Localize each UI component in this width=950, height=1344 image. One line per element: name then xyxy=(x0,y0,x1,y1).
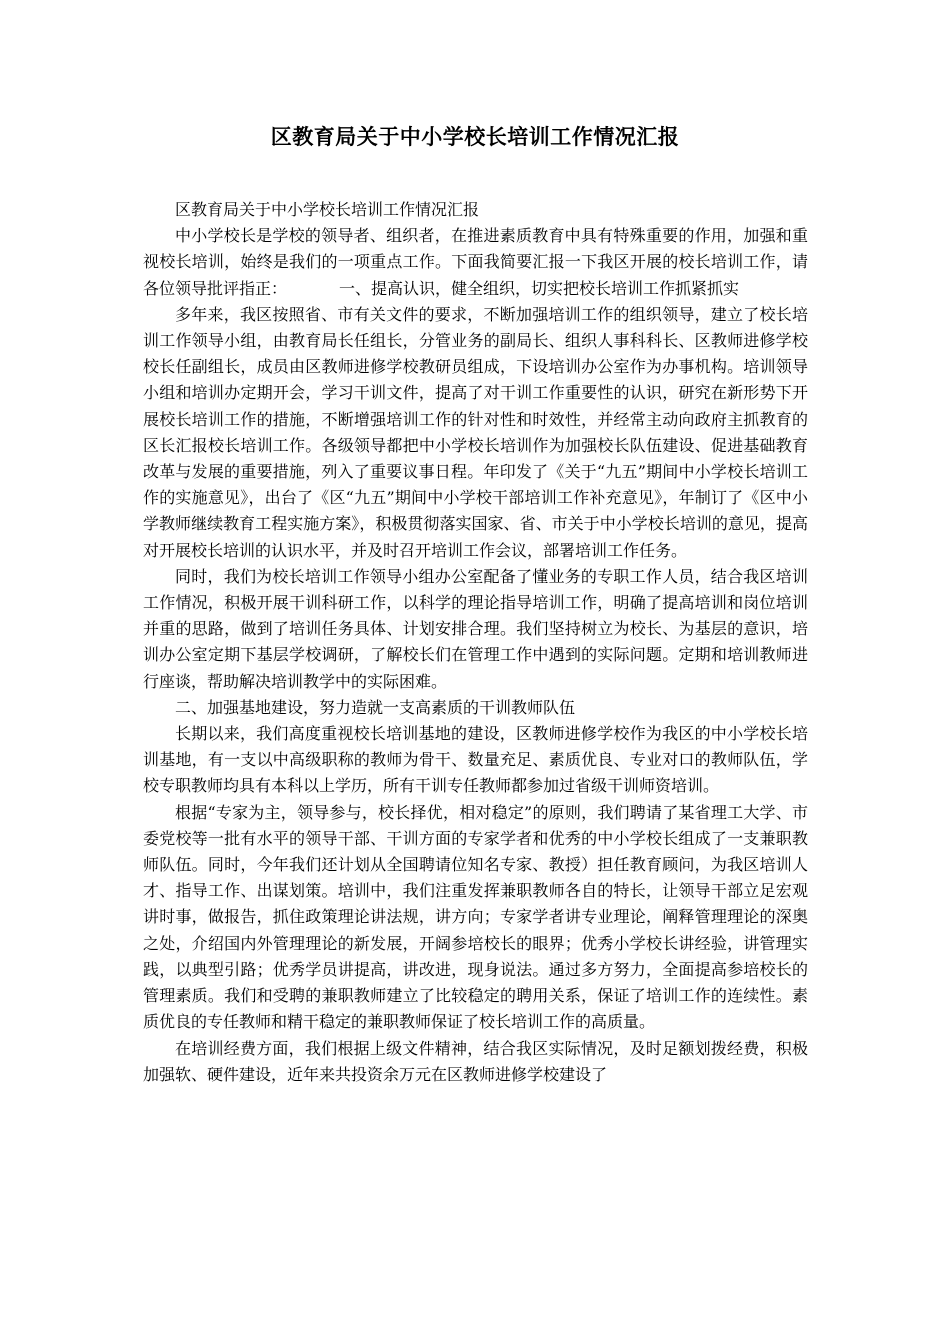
intro-text: 中小学校长是学校的领导者、组织者，在推进素质教育中具有特殊重要的作用，加强和重视校长培训，始终是我们的一项重点工作。下面我简要汇报一下我区开展的校长培训工作，请各位领导批评指正： xyxy=(143,226,808,298)
paragraph-heading-repeat: 区教育局关于中小学校长培训工作情况汇报 xyxy=(175,200,480,219)
section-heading-2: 二、加强基地建设，努力造就一支高素质的干训教师队伍 xyxy=(175,697,576,717)
paragraph-intro xyxy=(143,223,808,302)
document-title: 区教育局关于中小学校长培训工作情况汇报 xyxy=(270,124,680,149)
paragraph-organization: 多年来，我区按照省、市有关文件的要求，不断加强培训工作的组织领导，建立了校长培训工作领导小组，由教育局长任组长，分管业务的副局长、组织人事科科长、区教师进修学校校长任副组长，成员由区教师进修学校教研员组成，下设培训办公室作为办事机构。培训领导小组和培训办定期开会，学习干训文件，提高了对干训工作重要性的认识，研究在新形势下开展校长培训工作的措施，不断增强培训工作的针对性和时效性，并经常主动向政府主抓教育的区长汇报校长培训工作。各级领导都把中小学校长培训作为加强校长队伍建设、促进基础教育改革与发展的重要措施，列入了重要议事日程。年印发了《关于“九五”期间中小学校长培训工作的实施意见》，出台了《区“九五”期间中小学校干部培训工作补充意见》，年制订了《区中小学教师继续教育工程实施方案》，积极贯彻落实国家、省、市关于中小学校长培训的意见，提高对开展校长培训的认识水平，并及时召开培训工作会议，部署培训工作任务。 xyxy=(143,304,808,560)
section-heading-1: 一、提高认识，健全组织，切实把校长培训工作抓紧抓实 xyxy=(339,278,740,298)
paragraph-base-construction: 长期以来，我们高度重视校长培训基地的建设，区教师进修学校作为我区的中小学校长培训基地，有一支以中高级职称的教师为骨干、数量充足、素质优良、专业对口的教师队伍，学校专职教师均具有本科以上学历，所有干训专任教师都参加过省级干训师资培训。 xyxy=(143,724,808,796)
paragraph-staffing: 同时，我们为校长培训工作领导小组办公室配备了懂业务的专职工作人员，结合我区培训工作情况，积极开展干训科研工作，以科学的理论指导培训工作，明确了提高培训和岗位培训并重的思路，做到了培训任务具体、计划安排合理。我们坚持树立为校长、为基层的意识，培训办公室定期下基层学校调研，了解校长们在管理工作中遇到的实际问题。定期和培训教师进行座谈，帮助解决培训教学中的实际困难。 xyxy=(143,566,808,691)
document-body xyxy=(143,197,808,1088)
paragraph-part-time-teachers: 根据“专家为主，领导参与，校长择优，相对稳定”的原则，我们聘请了某省理工大学、市委党校等一批有水平的领导干部、干训方面的专家学者和优秀的中小学校长组成了一支兼职教师队伍。同时，今年我们还计划从全国聘请位知名专家、教授）担任教育顾问，为我区培训人才、指导工作、出谋划策。培训中，我们注重发挥兼职教师各自的特长，让领导干部立足宏观讲时事，做报告，抓住政策理论讲法规，讲方向；专家学者讲专业理论，阐释管理理论的深奥之处，介绍国内外管理理论的新发展，开阔参培校长的眼界；优秀小学校长讲经验，讲管理实践，以典型引路；优秀学员讲提高，讲改进，现身说法。通过多方努力，全面提高参培校长的管理素质。我们和受聘的兼职教师建立了比较稳定的聘用关系，保证了培训工作的连续性。素质优良的专任教师和精干稳定的兼职教师保证了校长培训工作的高质量。 xyxy=(143,802,808,1032)
paragraph-funding: 在培训经费方面，我们根据上级文件精神，结合我区实际情况，及时足额划拨经费，积极加强软、硬件建设，近年来共投资余万元在区教师进修学校建设了 xyxy=(143,1038,808,1084)
